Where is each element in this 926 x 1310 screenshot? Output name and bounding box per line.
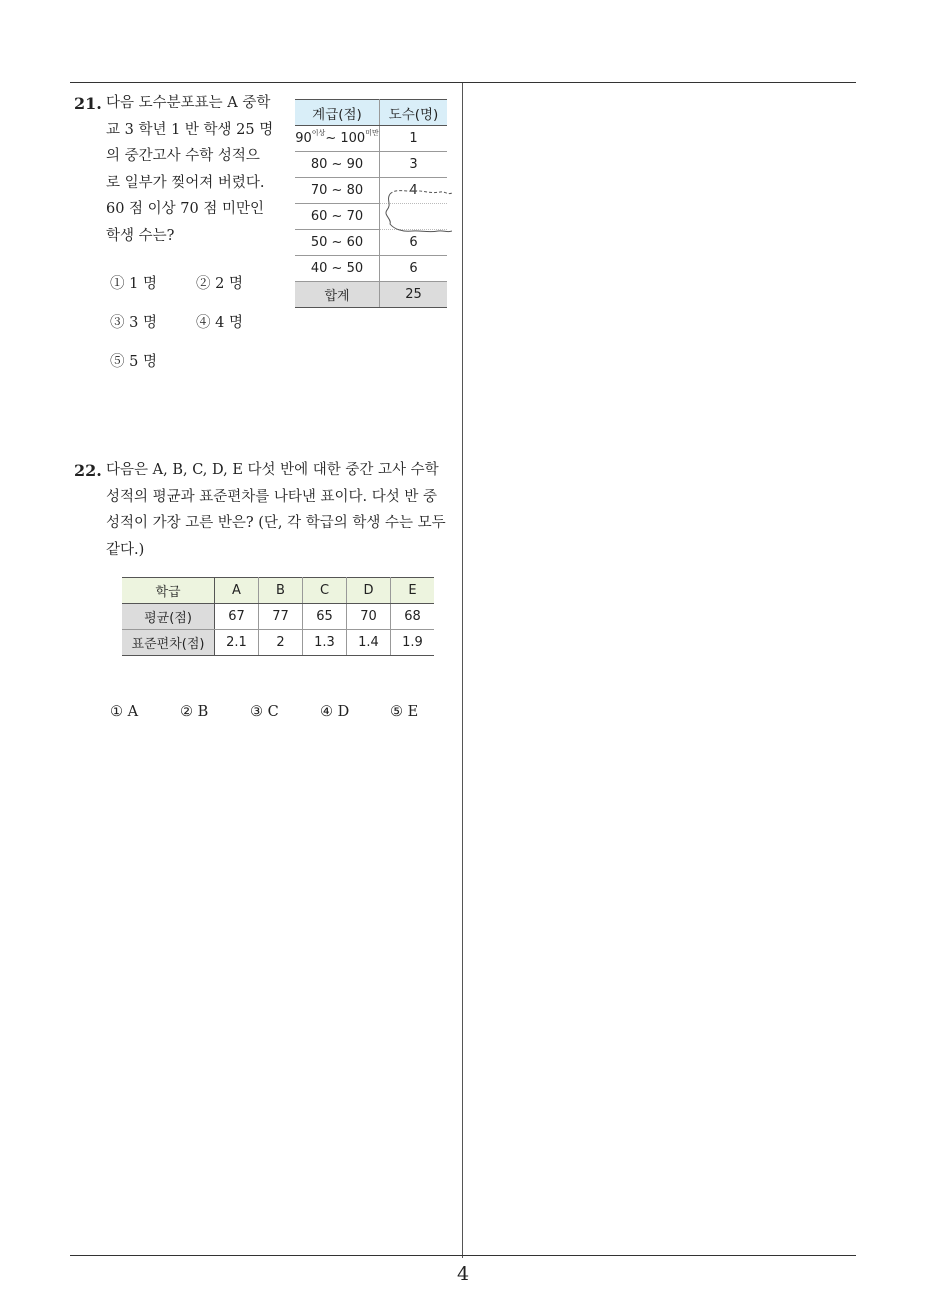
q21-option-3[interactable]: ③ 3 명	[110, 315, 157, 331]
header-class: 계급(점)	[295, 100, 380, 126]
bottom-rule	[70, 1255, 856, 1256]
q22-option-2[interactable]: ② B	[180, 704, 209, 720]
q22-option-1[interactable]: ① A	[110, 704, 139, 720]
q22-option-4[interactable]: ④ D	[320, 704, 350, 720]
stats-table-header	[122, 578, 434, 604]
header-cell: C	[303, 578, 347, 604]
mean-value: 77	[259, 604, 303, 630]
sd-value: 2	[259, 630, 303, 656]
mean-value: 67	[215, 604, 259, 630]
frequency-value: 6	[380, 230, 448, 256]
q22-option-5[interactable]: ⑤ E	[390, 704, 419, 720]
question-21-text: 다음 도수분포표는 A 중학 교 3 학년 1 반 학생 25 명 의 중간고사 수학 성적으 로 일부가 찢어져 버렸다. 60 점 이상 70 점 미만인 학생 수는?	[106, 95, 274, 244]
q21-option-5[interactable]: ⑤ 5 명	[110, 354, 157, 370]
header-cell: D	[347, 578, 391, 604]
mean-value: 65	[303, 604, 347, 630]
header-frequency: 도수(명)	[380, 100, 448, 126]
table-row	[295, 152, 447, 178]
table-row	[295, 256, 447, 282]
frequency-table-header	[295, 100, 447, 126]
header-cell: B	[259, 578, 303, 604]
total-label: 합계	[295, 282, 380, 308]
q21-option-4[interactable]: ④ 4 명	[196, 315, 243, 331]
column-divider	[462, 83, 463, 1258]
q21-option-2[interactable]: ② 2 명	[196, 276, 243, 292]
sd-value: 1.9	[391, 630, 435, 656]
class-range: 80 ~ 90	[295, 152, 380, 178]
page-number: 4	[456, 1263, 470, 1285]
header-class-label: 학급	[122, 578, 215, 604]
torn-edge-illustration	[380, 182, 452, 238]
class-range: 50 ~ 60	[295, 230, 380, 256]
table-row-sd	[122, 630, 434, 656]
header-cell: A	[215, 578, 259, 604]
question-22-text: 다음은 A, B, C, D, E 다섯 반에 대한 중간 고사 수학 성적의 평균과 표준편차를 나타낸 표이다. 다섯 반 중 성적이 가장 고른 반은? (단, 각 학급의 학생 수는 모두 같다.)	[106, 462, 446, 558]
table-row	[295, 126, 447, 152]
frequency-value: 1	[380, 126, 448, 152]
class-range: $90^{이상}\sim$ $100^{미만}$	[295, 126, 380, 152]
question-22-number: 22.	[74, 461, 102, 480]
mean-value: 68	[391, 604, 435, 630]
sd-value: 1.4	[347, 630, 391, 656]
frequency-value: 4	[380, 178, 448, 204]
class-range: 70 ~ 80	[295, 178, 380, 204]
mean-value: 70	[347, 604, 391, 630]
frequency-table-total	[295, 282, 447, 308]
table-row-mean	[122, 604, 434, 630]
q22-option-3[interactable]: ③ C	[250, 704, 279, 720]
sd-value: 2.1	[215, 630, 259, 656]
frequency-value: 3	[380, 152, 448, 178]
class-range: 40 ~ 50	[295, 256, 380, 282]
sd-label: 표준편차(점)	[122, 630, 215, 656]
mean-label: 평균(점)	[122, 604, 215, 630]
frequency-value: 6	[380, 256, 448, 282]
header-cell: E	[391, 578, 435, 604]
top-rule	[70, 82, 856, 83]
question-21-number: 21.	[74, 94, 102, 113]
q21-option-1[interactable]: ① 1 명	[110, 276, 157, 292]
class-stats-table	[122, 577, 434, 656]
sd-value: 1.3	[303, 630, 347, 656]
total-value: 25	[380, 282, 448, 308]
class-range: 60 ~ 70	[295, 204, 380, 230]
